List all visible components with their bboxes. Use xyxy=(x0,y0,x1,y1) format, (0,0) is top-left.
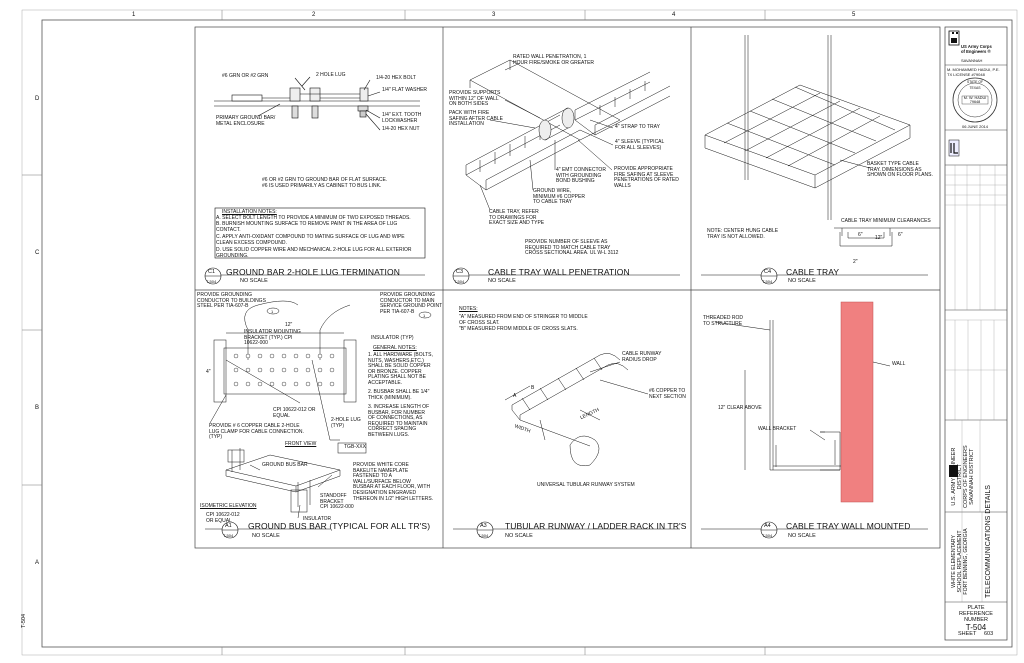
tb-number: T-504 xyxy=(965,623,987,632)
a1-bakelite-label: PROVIDE WHITE CORE BAKELITE NAMEPLATE FASTENED TO A WALL/SURFACE BELOW BUSBAR AT EACH FLOOR, WITH DESIGNATION ENGRAVED THEREON IN 1/2" HIGH LETTERS. xyxy=(353,462,434,502)
a4-rod-label: THREADED ROD TO STRUCTURE xyxy=(703,315,744,327)
c1-primary-label: PRIMARY GROUND BAR/ METAL ENCLOSURE xyxy=(216,115,276,127)
a3-dim-b: B xyxy=(531,385,535,391)
side-sheet-label: T-504 xyxy=(21,613,27,628)
a1-tag-1: 1 xyxy=(271,309,274,314)
a3-length-label: LENGTH xyxy=(579,407,601,422)
row-label-c: C xyxy=(35,250,40,256)
a1-scale: NO SCALE xyxy=(252,533,280,539)
c1-install-note-b: B. BURNISH MOUNTING SURFACE TO REMOVE PAINT IN THE AREA OF LUG CONTACT. xyxy=(216,221,398,233)
tb-date: 06 JUNE 2014 xyxy=(961,124,988,129)
a1-front-view-label: FRONT VIEW xyxy=(285,441,317,447)
c3-sleeve-label: 4" SLEEVE (TYPICAL FOR ALL SLEEVES) xyxy=(615,139,665,151)
tb-seal: M. W. HADUI 79648 xyxy=(963,96,987,105)
c1-install-heading: INSTALLATION NOTES: xyxy=(222,209,277,215)
c3-rated-label: RATED WALL PENETRATION, 1 HOUR FIRE/SMOKE OR GREATER xyxy=(513,54,595,66)
c3-wire-label: GROUND WIRE, MINIMUM #6 COPPER TO CABLE TRAY xyxy=(533,188,585,206)
c1-grn-label: #6 GRN OR #2 GRN xyxy=(222,73,269,79)
c1-bubble-id: C1 xyxy=(208,269,216,275)
c1-scale: NO SCALE xyxy=(240,278,268,284)
a1-insulator-typ-label: INSULATOR (TYP) xyxy=(371,335,414,341)
a4-wall-label: WALL xyxy=(892,361,906,367)
a3-notes-heading: NOTES: xyxy=(459,306,478,312)
row-label-b: B xyxy=(35,405,40,411)
a4-bubble-sheet: T-504 xyxy=(762,533,773,538)
c1-ext-label: 1/4" EXT. TOOTH LOCKWASHER xyxy=(382,112,422,124)
c4-note: NOTE: CENTER HUNG CABLE TRAY IS NOT ALLOWED. xyxy=(707,228,779,240)
tb-project: WHITE ELEMENTARY SCHOOL REPLACEMENT FORT BENNING, GEORGIA xyxy=(951,528,969,595)
a1-general-heading: GENERAL NOTES: xyxy=(373,345,417,351)
a4-bubble-id: A4 xyxy=(764,523,771,529)
a1-cpi-equal2-label: CPI 10622-012 OR EQUAL xyxy=(206,512,240,524)
c3-strap-label: 4" STRAP TO TRAY xyxy=(615,124,660,130)
c3-pack-label: PACK WITH FIRE SAFING AFTER CABLE INSTALLATION xyxy=(449,110,503,128)
a3-width-label: WIDTH xyxy=(513,423,532,435)
c1-install-note-c: C. APPLY ANTI-OXIDANT COMPOUND TO MATING SURFACE OF LUG AND WIPE CLEAN EXCESS COMPOUND. xyxy=(216,234,405,246)
c3-scale: NO SCALE xyxy=(488,278,516,284)
col-label-3: 3 xyxy=(492,12,496,18)
c4-basket-label: BASKET TYPE CABLE TRAY. DIMENSIONS AS SHOWN ON FLOOR PLANS. xyxy=(867,161,933,179)
a4-title: CABLE TRAY WALL MOUNTED xyxy=(786,521,911,531)
c4-title: CABLE TRAY xyxy=(786,267,840,277)
tb-seal-ring: STATE OF TEXAS xyxy=(966,80,984,90)
a1-bubble-sheet: T-504 xyxy=(223,533,234,538)
tb-org: U.S. ARMY ENGINEER DISTRICT CORPS OF ENGINEERS SAVANNAH DISTRICT xyxy=(951,445,975,508)
c1-note: #6 OR #2 GRN TO GROUND BAR OF FLAT SURFACE. #6 IS USED PRIMARILY AS CABINET TO BUS LINK. xyxy=(262,177,388,189)
a1-iso-label: ISOMETRIC ELEVATION xyxy=(200,503,257,509)
tb-sheet-label: SHEET xyxy=(958,631,977,637)
col-label-4: 4 xyxy=(672,12,676,18)
c4-bubble-sheet: T-504 xyxy=(762,279,773,284)
a1-cpi-equal-label: CPI 10622-012 OR EQUAL xyxy=(273,407,316,419)
col-label-2: 2 xyxy=(312,12,316,18)
c3-bubble-sheet: T-504 xyxy=(454,279,465,284)
c1-install-note-a: A. SELECT BOLT LENGTH TO PROVIDE A MINIMUM OF TWO EXPOSED THREADS. xyxy=(216,215,411,221)
c3-tray-label: CABLE TRAY, REFER TO DRAWINGS FOR EXACT SIZE AND TYPE xyxy=(489,209,545,227)
a1-general-note-1: 1. ALL HARDWARE (BOLTS, NUTS, WASHERS,ETC.) SHALL BE SOLID COPPER OR BRONZE. COPPER PLATING SHALL NOT BE ACCEPTABLE. xyxy=(368,352,433,386)
a1-bus-label: GROUND BUS BAR xyxy=(262,462,308,468)
a3-scale: NO SCALE xyxy=(505,533,533,539)
a3-note-a: "A" MEASURED FROM END OF STRINGER TO MIDDLE OF CROSS SLAT. xyxy=(459,314,588,326)
a4-clear-label: 12" CLEAR ABOVE xyxy=(718,405,762,411)
a1-dim-12: 12" xyxy=(285,322,293,328)
row-label-d: D xyxy=(35,96,40,102)
tb-agency: US Army Corps of Engineers ® xyxy=(961,44,992,54)
c4-dim-6b: 6" xyxy=(898,232,903,238)
a1-dim-4: 4" xyxy=(206,369,211,375)
c3-number-note: PROVIDE NUMBER OF SLEEVE AS REQUIRED TO MATCH CABLE TRAY CROSS SECTIONAL AREA. UL W-L 3112 xyxy=(525,239,619,257)
c1-nut-label: 1/4-20 HEX NUT xyxy=(382,126,420,132)
c1-bubble-sheet: T-504 xyxy=(206,279,217,284)
a1-title: GROUND BUS BAR (TYPICAL FOR ALL TR'S) xyxy=(248,521,431,531)
a1-bracket-label: INSULATOR MOUNTING BRACKET (TYP.) CPI 10622-000 xyxy=(244,329,301,347)
c1-lug-label: 2 HOLE LUG xyxy=(316,72,346,78)
a1-tgb-label: TGB-XXX xyxy=(344,444,366,450)
c3-bubble-id: C3 xyxy=(456,269,464,275)
a1-tag-2: 1 xyxy=(423,313,426,318)
a3-system-label: UNIVERSAL TUBULAR RUNWAY SYSTEM xyxy=(537,482,635,488)
c4-scale: NO SCALE xyxy=(788,278,816,284)
c4-bubble-id: C4 xyxy=(764,269,772,275)
col-label-5: 5 xyxy=(852,12,856,18)
a1-lug-typ-label: 2-HOLE LUG (TYP) xyxy=(331,417,361,429)
c1-washer-label: 1/4" FLAT WASHER xyxy=(382,87,428,93)
a4-scale: NO SCALE xyxy=(788,533,816,539)
c4-dim-12: 12" xyxy=(875,235,883,241)
a1-bldg-label: PROVIDE GROUNDING CONDUCTOR TO BUILDINGS STEEL PER TIA-607-B xyxy=(197,292,266,310)
tb-district: SAVANNAH xyxy=(961,58,983,63)
a3-bubble-id: A3 xyxy=(480,523,487,529)
c4-dim-2: 2" xyxy=(853,259,858,265)
a3-bubble-sheet: T-504 xyxy=(478,533,489,538)
c3-emt-label: 4" EMT CONNECTOR WITH GROUNDING BOND BUSHING xyxy=(556,167,606,185)
tb-drawing-title: TELECOMMUNICATIONS DETAILS xyxy=(985,485,992,598)
col-label-1: 1 xyxy=(132,12,136,18)
c1-title: GROUND BAR 2-HOLE LUG TERMINATION xyxy=(226,267,400,277)
a3-title: TUBULAR RUNWAY / LADDER RACK IN TR'S xyxy=(505,521,687,531)
a1-main-label: PROVIDE GROUNDING CONDUCTOR TO MAIN SERVICE GROUND POINT PER TIA-607-B xyxy=(380,292,443,315)
a1-standoff-label: STANDOFF BRACKET CPI 10622-000 xyxy=(320,493,354,511)
c4-clearances-label: CABLE TRAY MINIMUM CLEARANCES xyxy=(841,218,931,224)
wall-fill xyxy=(841,302,873,502)
a4-bracket-label: WALL BRACKET xyxy=(758,426,797,432)
a3-radius-label: CABLE RUNWAY RADIUS DROP xyxy=(622,351,662,363)
a1-insulator-label: INSULATOR xyxy=(303,516,332,522)
a1-bubble-id: A1 xyxy=(225,523,232,529)
tb-sheet-number: 603 xyxy=(984,631,994,637)
a1-cable-label: PROVIDE # 6 COPPER CABLE 2-HOLE LUG CLAMP FOR CABLE CONNECTION. (TYP) xyxy=(209,423,304,441)
tb-engineer: M. MOHAMMED HADUI, P.E. TX LICENSE #79048 xyxy=(947,67,1000,77)
tb-plate: PLATE REFERENCE NUMBER xyxy=(959,605,993,623)
row-label-a: A xyxy=(35,560,40,566)
a3-note-b: "B" MEASURED FROM MIDDLE OF CROSS SLATS. xyxy=(459,326,578,332)
a3-copper-label: #6 COPPER TO NEXT SECTION xyxy=(649,388,686,400)
c3-fire-label: PROVIDE APPROPRIATE FIRE SAFING AT SLEEVE PENETRATIONS OF RATED WALLS xyxy=(614,166,679,189)
a1-general-note-3: 3. INCREASE LENGTH OF BUSBAR, FOR NUMBER OF CONNECTIONS, AS REQUIRED TO MAINTAIN CORRECT SPACING BETWEEN LUGS. xyxy=(368,404,430,438)
a3-dim-a: A xyxy=(513,393,517,399)
c3-supports-label: PROVIDE SUPPORTS WITHIN 12" OF WALL ON BOTH SIDES xyxy=(449,90,501,108)
c1-bolt-label: 1/4-20 HEX BOLT xyxy=(376,75,416,81)
c3-title: CABLE TRAY WALL PENETRATION xyxy=(488,267,630,277)
a1-general-note-2: 2. BUSBAR SHALL BE 1/4" THICK (MINIMUM). xyxy=(368,389,430,401)
c4-dim-6a: 6" xyxy=(858,232,863,238)
c1-install-note-d: D. USE SOLID COPPER WIRE AND MECHANICAL 2-HOLE LUG FOR ALL EXTERIOR GROUNDING. xyxy=(216,247,412,259)
